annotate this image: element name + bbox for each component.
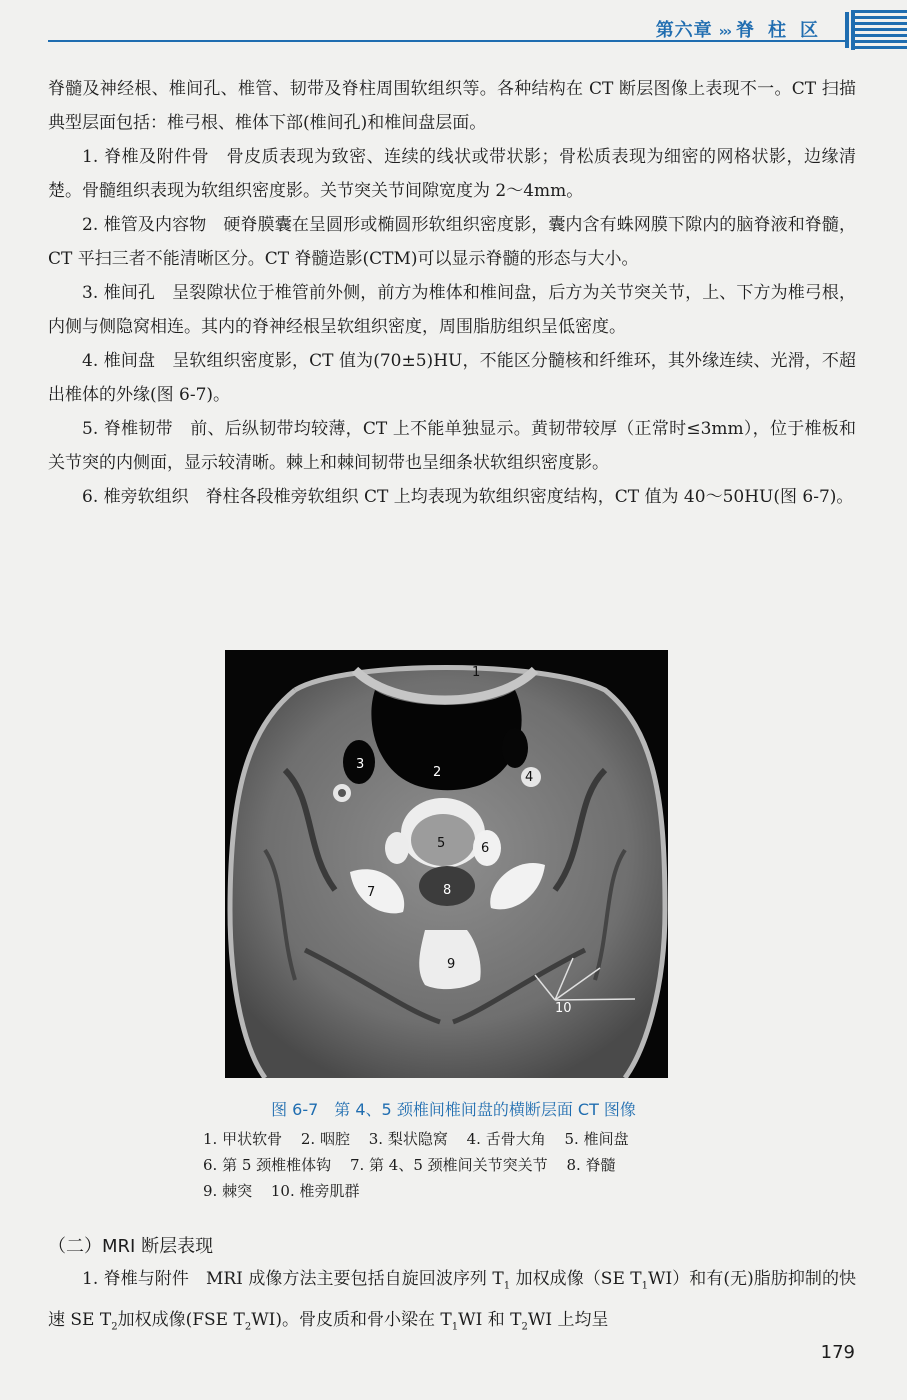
- page-header: [0, 0, 907, 52]
- header-bar: [845, 12, 849, 48]
- subscript: 2: [111, 1321, 118, 1333]
- paragraph-4: [48, 344, 856, 412]
- paragraph-text: 呈裂隙状位于椎管前外侧，前方为椎体和椎间盘，后方为关节突关节，上、下方为椎弓根，内侧与侧隐窝相连。其内的脊神经根呈软组织密度，周围脂肪组织呈低密度。: [48, 283, 857, 337]
- paragraph-5: [48, 412, 856, 480]
- legend-item: 4. 舌骨大角: [466, 1130, 546, 1148]
- label-5: 5: [437, 836, 446, 851]
- label-7: 7: [367, 885, 376, 900]
- paragraph-lead: 6. 椎旁软组织: [82, 487, 189, 507]
- paragraph-lead: 4. 椎间盘: [82, 351, 156, 371]
- text-run: WI)。骨皮质和骨小梁在 T: [251, 1310, 452, 1331]
- label-2: 2: [433, 765, 442, 780]
- legend-row: [203, 1126, 723, 1152]
- label-3: 3: [356, 757, 365, 772]
- figure-legend: [203, 1126, 723, 1204]
- paragraph-lead: 1. 脊椎与附件: [82, 1269, 189, 1289]
- text-run: WI 和 T: [458, 1310, 522, 1331]
- text-run: MRI 成像方法主要包括自旋回波序列 T: [188, 1269, 504, 1289]
- subscript: 1: [451, 1321, 459, 1333]
- paragraph-lead: 5. 脊椎韧带: [82, 419, 173, 439]
- paragraph-2: [48, 208, 856, 276]
- legend-item: 9. 棘突: [203, 1182, 253, 1200]
- label-4: 4: [525, 770, 534, 785]
- page-number: 179: [820, 1342, 855, 1363]
- paragraph-text: 呈软组织密度影，CT 值为(70±5)HU，不能区分髓核和纤维环，其外缘连续、光滑，不超出椎体的外缘(图 6-7)。: [48, 351, 857, 405]
- text-run: WI 上均呈: [527, 1310, 609, 1331]
- text-run: 加权成像（SE T: [510, 1269, 642, 1289]
- header-stripes: [851, 10, 907, 50]
- label-1: 1: [472, 665, 481, 680]
- label-9: 9: [447, 957, 456, 972]
- legend-item: 10. 椎旁肌群: [270, 1182, 360, 1200]
- paragraph-6: [48, 480, 856, 514]
- ct-image: [225, 650, 668, 1078]
- bottom-paragraph: [48, 1262, 856, 1345]
- legend-item: 5. 椎间盘: [564, 1130, 629, 1148]
- legend-item: 7. 第 4、5 颈椎间关节突关节: [349, 1156, 548, 1174]
- text-run: WI）和有(无)脂肪抑制的快速 SE T: [48, 1269, 857, 1331]
- paragraph-lead: 1. 脊椎及附件骨: [82, 147, 210, 167]
- body-text: [48, 72, 856, 514]
- paragraph-3: [48, 276, 856, 344]
- subscript: 2: [521, 1321, 528, 1333]
- legend-row: [203, 1152, 723, 1178]
- legend-row: [203, 1178, 723, 1204]
- text-run: 加权成像(FSE T: [117, 1310, 245, 1331]
- paragraph-text: 脊髓及神经根、椎间孔、椎管、韧带及脊柱周围软组织等。各种结构在 CT 断层图像上表现不一。CT 扫描典型层面包括：椎弓根、椎体下部(椎间孔)和椎间盘层面。: [48, 79, 856, 133]
- ct-scan-drawing: [225, 650, 668, 1078]
- legend-item: 8. 脊髓: [566, 1156, 616, 1174]
- legend-item: 3. 梨状隐窝: [368, 1130, 448, 1148]
- chapter-label: 第六章: [655, 20, 713, 41]
- paragraph-1: [48, 140, 856, 208]
- paragraph-text: 骨皮质表现为致密、连续的线状或带状影；骨松质表现为细密的网格状影，边缘清楚。骨髓组织表现为软组织密度影。关节突关节间隙宽度为 2～4mm。: [48, 147, 857, 201]
- label-6: 6: [481, 841, 490, 856]
- paragraph-text: 前、后纵韧带均较薄，CT 上不能单独显示。黄韧带较厚（正常时≤3mm），位于椎板和关节突的内侧面，显示较清晰。棘上和棘间韧带也呈细条状软组织密度影。: [48, 419, 856, 473]
- figure-caption: 图 6-7 第 4、5 颈椎间椎间盘的横断层面 CT 图像: [271, 1100, 636, 1119]
- arrows-icon: ›››: [718, 24, 730, 40]
- bottom-text: [48, 1262, 856, 1345]
- header-text: [656, 16, 832, 42]
- subscript: 1: [641, 1280, 649, 1292]
- paragraph-text: 硬脊膜囊在呈圆形或椭圆形软组织密度影，囊内含有蛛网膜下隙内的脑脊液和脊髓，CT 平扫三者不能清晰区分。CT 脊髓造影(CTM)可以显示脊髓的形态与大小。: [48, 215, 857, 269]
- label-8: 8: [443, 883, 452, 898]
- section-label: 脊柱区: [736, 20, 832, 41]
- subscript: 1: [503, 1280, 511, 1292]
- paragraph-text: 脊柱各段椎旁软组织 CT 上均表现为软组织密度结构，CT 值为 40～50HU(图 6-7)。: [188, 487, 854, 507]
- legend-item: 2. 咽腔: [300, 1130, 350, 1148]
- paragraph-lead: 3. 椎间孔: [82, 283, 156, 303]
- legend-item: 6. 第 5 颈椎椎体钩: [203, 1156, 332, 1174]
- subscript: 2: [244, 1321, 252, 1333]
- paragraph-0: [48, 72, 856, 140]
- paragraph-lead: 2. 椎管及内容物: [82, 215, 207, 235]
- section-title: （二）MRI 断层表现: [48, 1236, 214, 1257]
- legend-item: 1. 甲状软骨: [203, 1130, 283, 1148]
- label-10: 10: [555, 1001, 572, 1016]
